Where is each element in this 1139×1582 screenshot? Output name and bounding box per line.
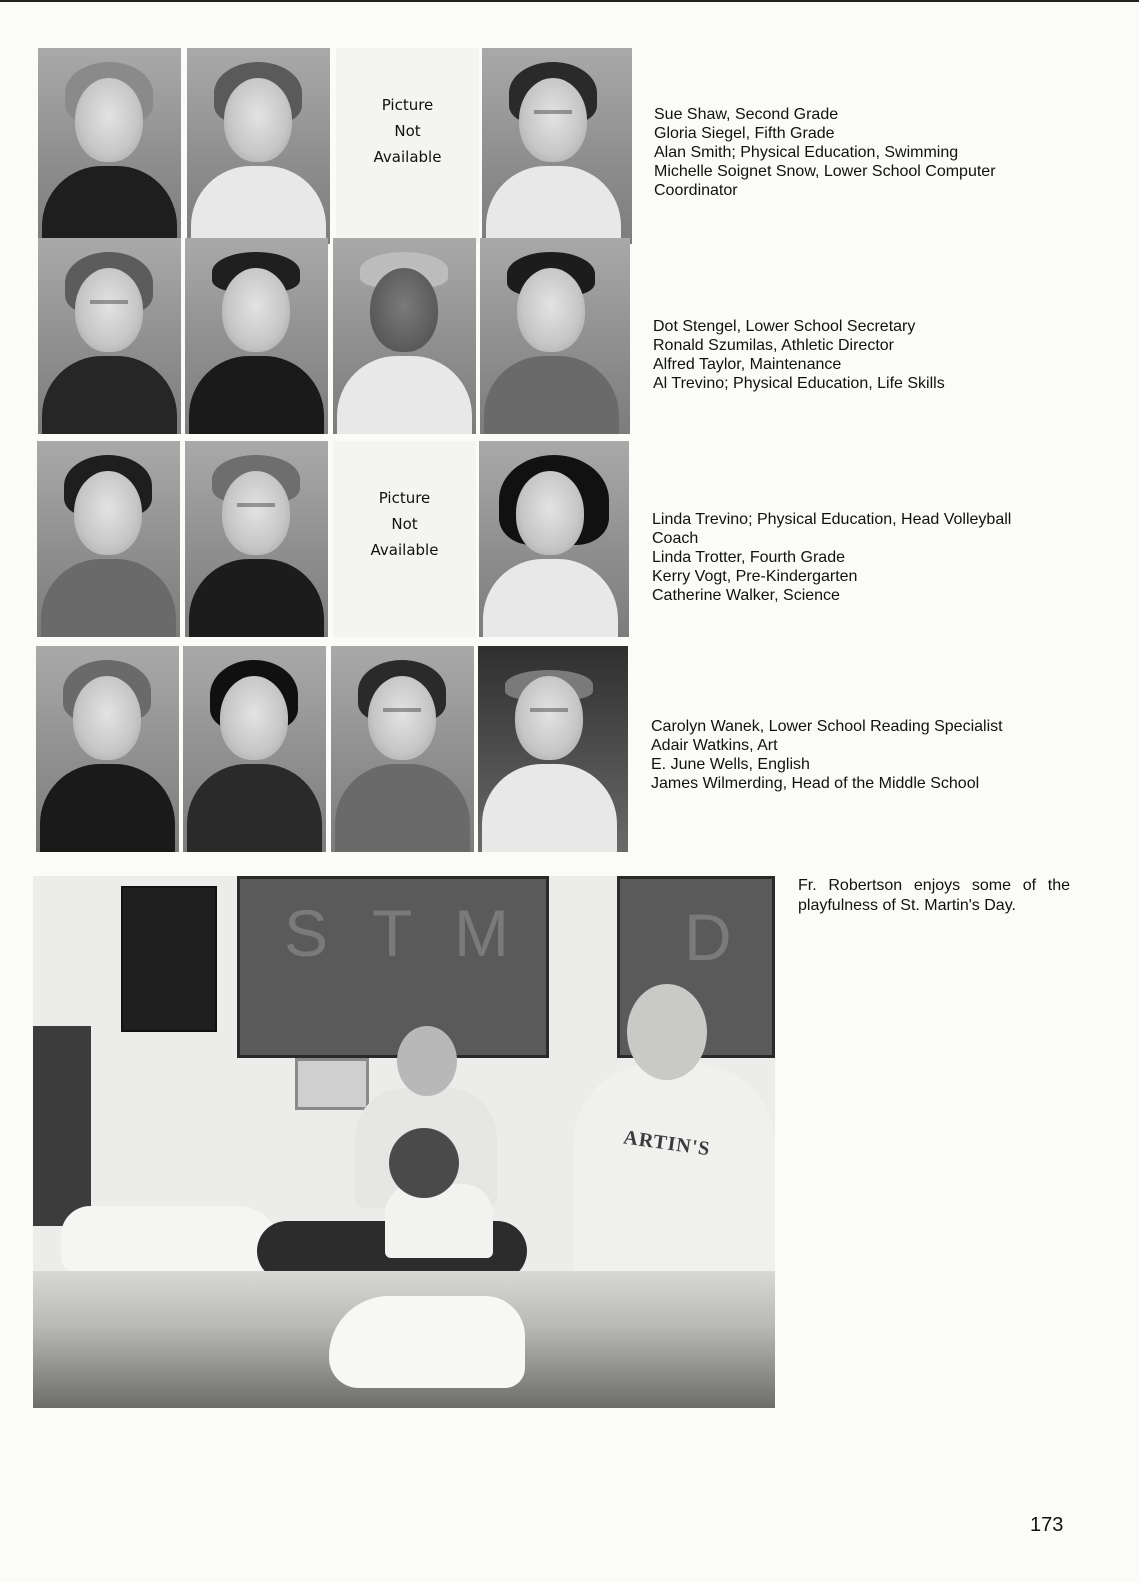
girl-head (397, 1026, 457, 1096)
portrait-photo (480, 238, 630, 434)
portrait-photo (331, 646, 474, 852)
faculty-name: Carolyn Wanek, Lower School Reading Specialist (651, 718, 1003, 735)
portrait-row-2 (35, 238, 633, 434)
names-list-row-2 (653, 317, 1053, 393)
portrait-photo (183, 646, 326, 852)
white-cloth (61, 1206, 281, 1272)
portrait-photo (38, 238, 181, 434)
faculty-name: Al Trevino; Physical Education, Life Skills (653, 375, 945, 392)
classroom-photo (33, 876, 775, 1408)
computer-monitor (295, 1058, 369, 1110)
white-cloth (329, 1296, 525, 1388)
man-head (627, 984, 707, 1080)
boy-head (389, 1128, 459, 1198)
faculty-name: Dot Stengel, Lower School Secretary (653, 318, 916, 335)
faculty-name: Coach (652, 530, 699, 547)
portrait-photo (185, 238, 328, 434)
sweatshirt-lettering: ARTIN'S (622, 1126, 712, 1161)
bulletin-board (237, 876, 549, 1058)
portrait-photo (38, 48, 181, 244)
portrait-photo (333, 238, 476, 434)
placeholder-text: Not (394, 122, 421, 140)
placeholder-text: Available (370, 541, 439, 559)
portrait-row-1 (35, 48, 633, 244)
portrait-photo (185, 441, 328, 637)
picture-not-available-placeholder (333, 441, 476, 637)
board-letter: S (284, 896, 329, 970)
faculty-portrait-grid (35, 48, 1012, 858)
placeholder-text: Picture (378, 489, 431, 507)
faculty-name: Sue Shaw, Second Grade (654, 106, 839, 123)
portrait-photo (482, 48, 632, 244)
names-list-row-3 (652, 510, 1052, 605)
portrait-photo (36, 646, 179, 852)
portrait-photo (478, 646, 628, 852)
faculty-name: Catherine Walker, Science (652, 587, 840, 604)
picture-not-available-placeholder (336, 48, 479, 244)
portrait-photo (37, 441, 180, 637)
man-figure (573, 1064, 775, 1288)
bookshelf (33, 1026, 91, 1226)
names-list-row-4 (651, 717, 1051, 793)
faculty-name: Adair Watkins, Art (651, 737, 778, 754)
faculty-name: Linda Trevino; Physical Education, Head Volleyball (652, 511, 1012, 528)
faculty-name: Linda Trotter, Fourth Grade (652, 549, 845, 566)
faculty-name: E. June Wells, English (651, 756, 810, 773)
portrait-photo (187, 48, 330, 244)
faculty-name: Ronald Szumilas, Athletic Director (653, 337, 894, 354)
wall-poster (121, 886, 217, 1032)
board-letter: D (684, 900, 732, 974)
faculty-name: Gloria Siegel, Fifth Grade (654, 125, 835, 142)
placeholder-text: Picture (381, 96, 434, 114)
boy-figure (385, 1184, 493, 1258)
portrait-row-4 (35, 646, 633, 852)
faculty-name: James Wilmerding, Head of the Middle School (651, 775, 980, 792)
placeholder-text: Available (373, 148, 442, 166)
portrait-photo (479, 441, 629, 637)
faculty-name: Michelle Soignet Snow, Lower School Computer (654, 163, 996, 180)
faculty-name: Alan Smith; Physical Education, Swimming (654, 144, 959, 161)
page-number: 173 (1030, 1514, 1064, 1536)
board-letter: T (372, 896, 413, 970)
portrait-row-3 (35, 441, 633, 637)
board-letter: M (454, 896, 509, 970)
top-rule (0, 0, 1139, 2)
names-list-row-1 (654, 105, 1054, 200)
placeholder-text: Not (391, 515, 418, 533)
faculty-name: Coordinator (654, 182, 738, 199)
faculty-name: Kerry Vogt, Pre-Kindergarten (652, 568, 858, 585)
faculty-name: Alfred Taylor, Maintenance (653, 356, 842, 373)
photo-caption: Fr. Robertson enjoys some of the playfulness of St. Martin's Day. (798, 877, 1070, 914)
